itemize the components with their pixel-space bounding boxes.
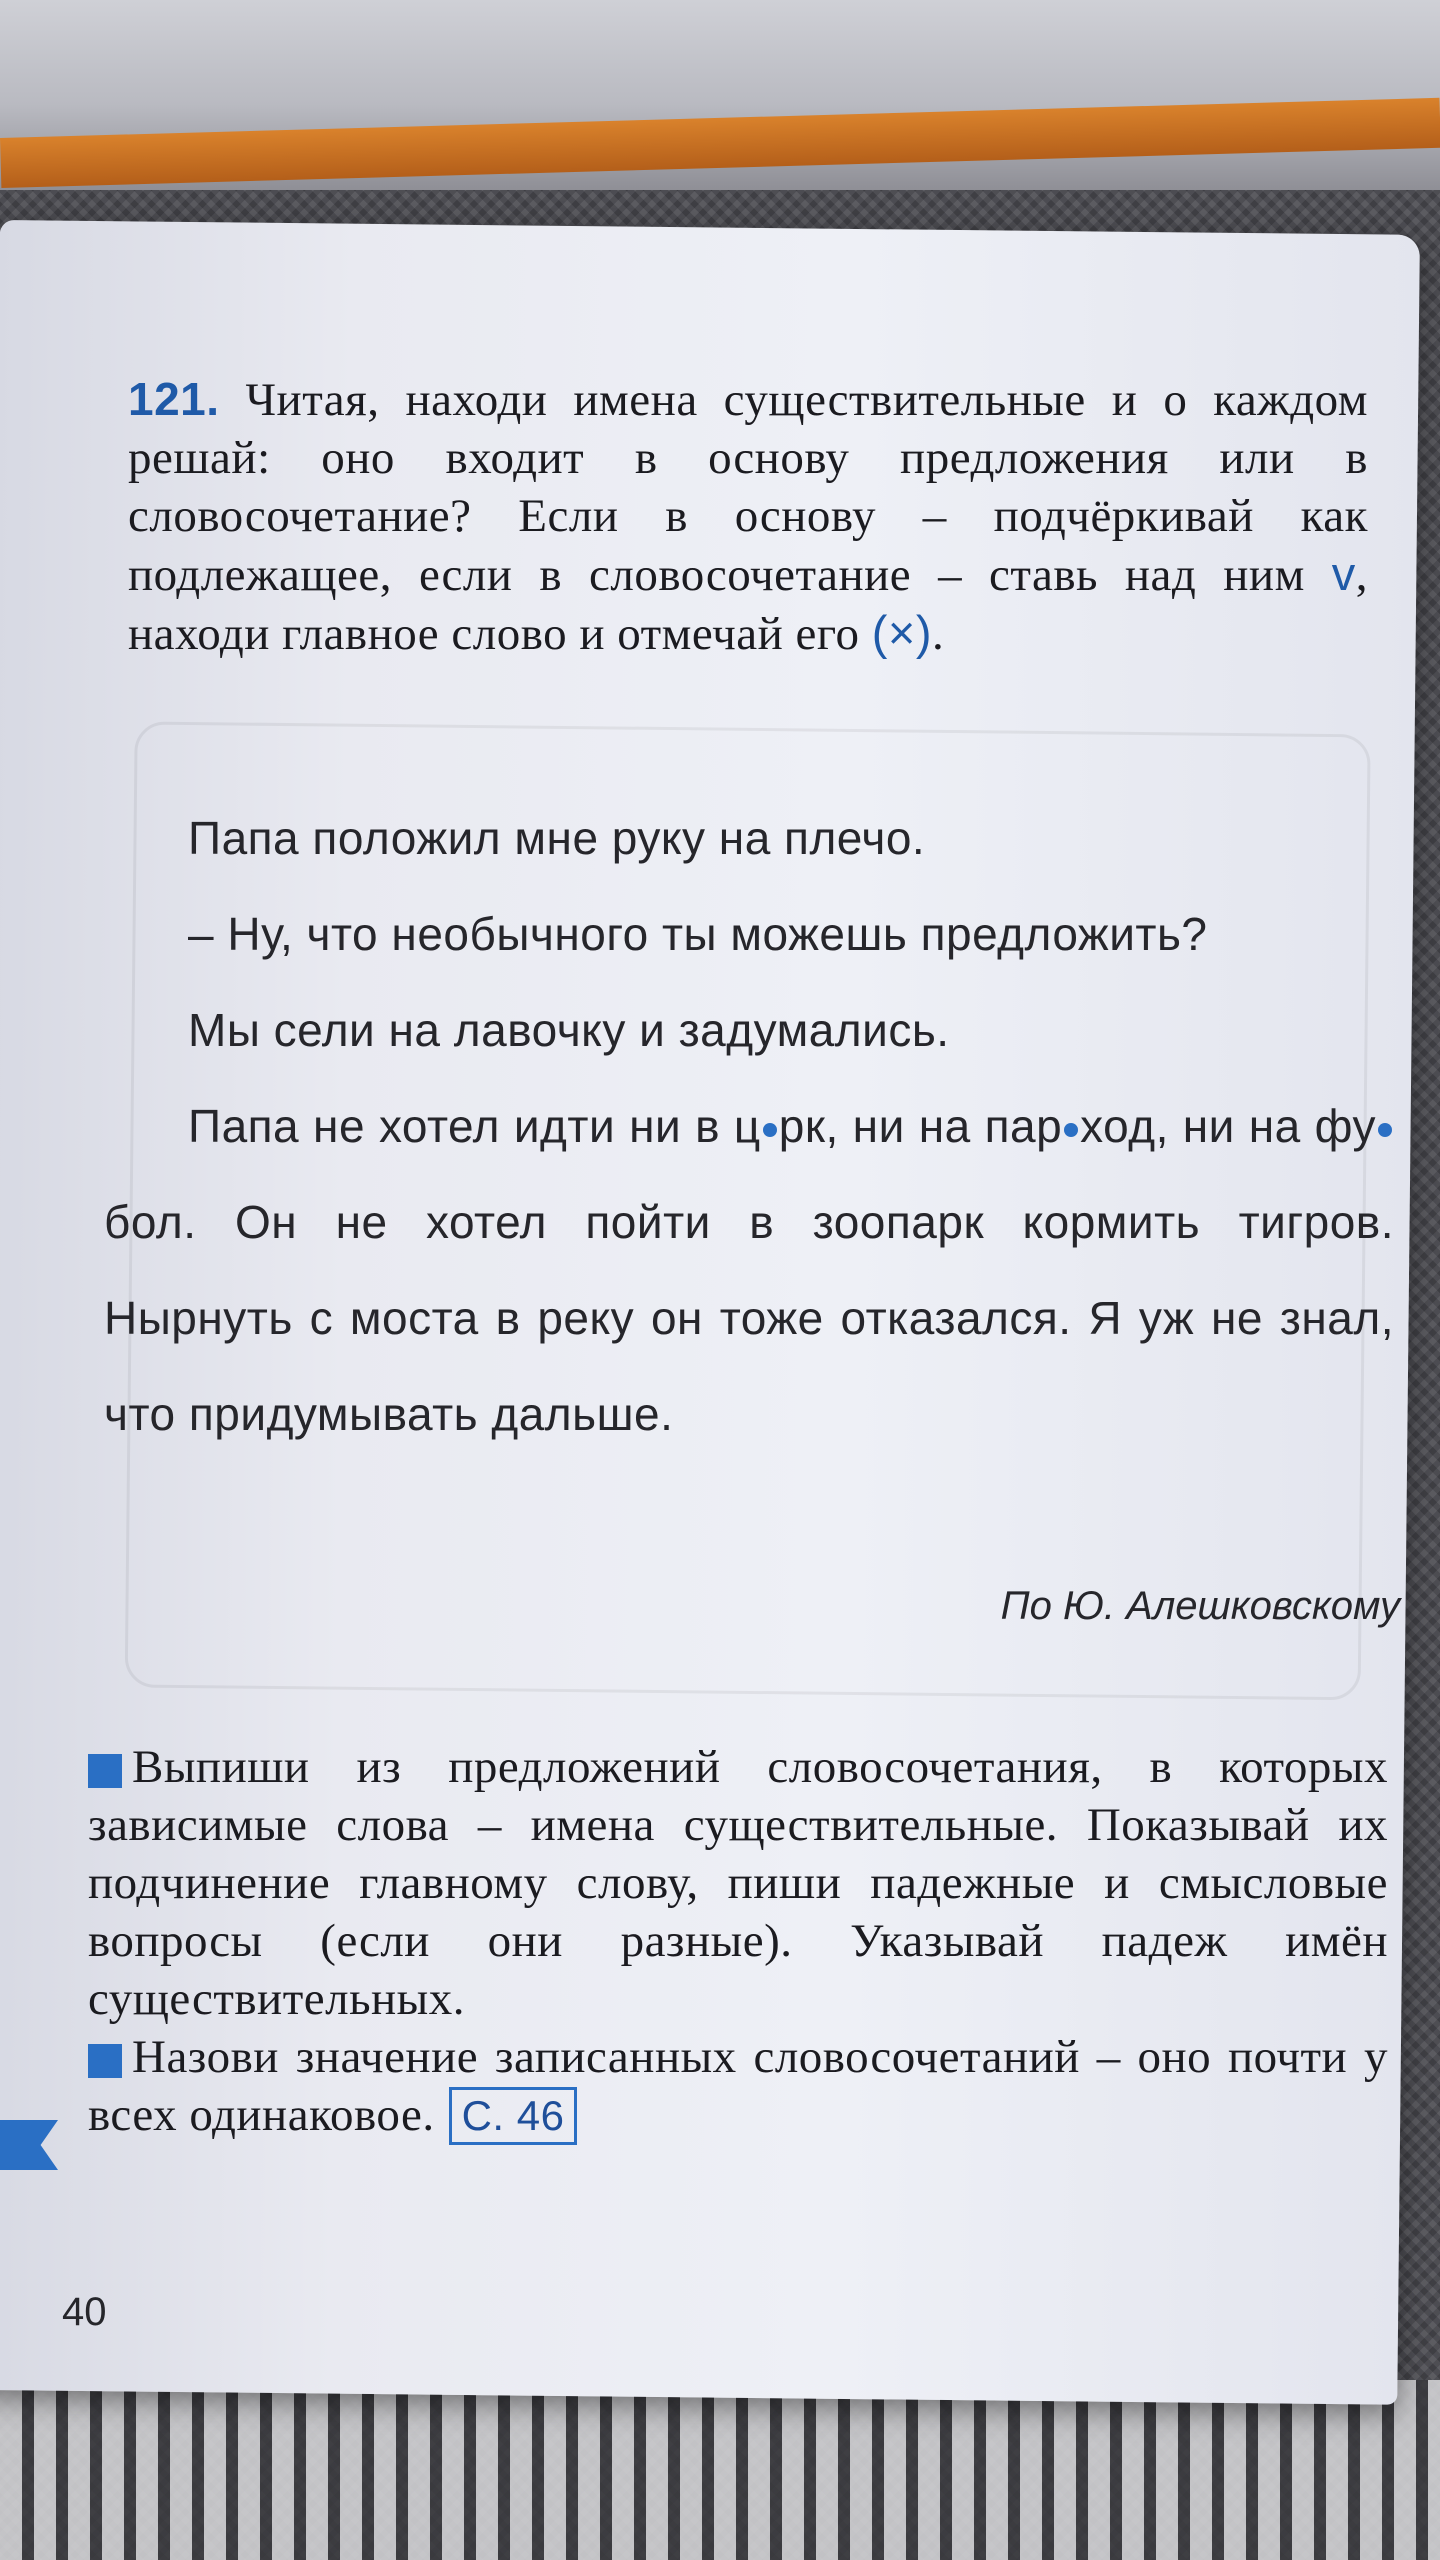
story-paragraph-2: – Ну, что необычного ты можешь предложить? — [188, 908, 1208, 960]
story-paragraph-1: Папа положил мне руку на плечо. — [188, 812, 926, 864]
missing-letter-dot — [763, 1123, 777, 1137]
story-text — [104, 790, 1394, 1462]
story-p4-part-c: ход, ни на фу — [1080, 1100, 1376, 1152]
exercise-number: 121. — [128, 373, 220, 425]
missing-letter-dot — [1064, 1123, 1078, 1137]
story-paragraph-3: Мы сели на лавочку и задумались. — [188, 1004, 950, 1056]
assignment-item-1 — [88, 1738, 1388, 2028]
tablecloth-lace — [0, 2380, 1440, 2560]
page-reference-badge: С. 46 — [449, 2087, 578, 2145]
cross-mark-icon: (×) — [871, 606, 932, 659]
story-p4-part-b: рк, ни на пар — [778, 1100, 1063, 1152]
instruction-text-2: , находи главное слово и отмечай его — [128, 549, 1368, 660]
missing-letter-dot — [1378, 1123, 1392, 1137]
story-p4-part-a: Папа не хотел идти ни в ц — [188, 1100, 761, 1152]
assignment-item-2-text: Назови значение записанных словосочетаний – оно почти у всех одинаковое. — [88, 2031, 1388, 2141]
assignment-item-2 — [88, 2028, 1388, 2145]
check-mark-icon: v — [1331, 547, 1356, 600]
exercise-instruction — [128, 370, 1368, 663]
square-bullet-icon — [88, 2044, 122, 2078]
story-p4-part-d: бол. Он не хотел пойти в зоопарк кормить тигров. Нырнуть с моста в реку он тоже отказался. Я уж не знал, что придумывать дальше. — [104, 1196, 1394, 1440]
page-number: 40 — [62, 2290, 107, 2334]
instruction-end: . — [931, 608, 945, 660]
story-paragraph-4 — [104, 1078, 1394, 1462]
assignment-block — [88, 1738, 1388, 2145]
assignment-item-1-text: Выпиши из предложений словосочетания, в которых зависимые слова – имена существительные. Показывай их подчинение главному слову, пиши падежные и смысловые вопросы (если они разные). Указывай падеж имён существительных. — [88, 1741, 1388, 2025]
story-author: По Ю. Алешковскому — [1000, 1584, 1400, 1628]
square-bullet-icon — [88, 1754, 122, 1788]
instruction-text-1: Читая, находи имена существительные и о каждом решай: оно входит в основу предложения или в словосочетание? Если в основу – подчёркивай как подлежащее, если в словосочетание – ставь над ним — [128, 374, 1369, 601]
